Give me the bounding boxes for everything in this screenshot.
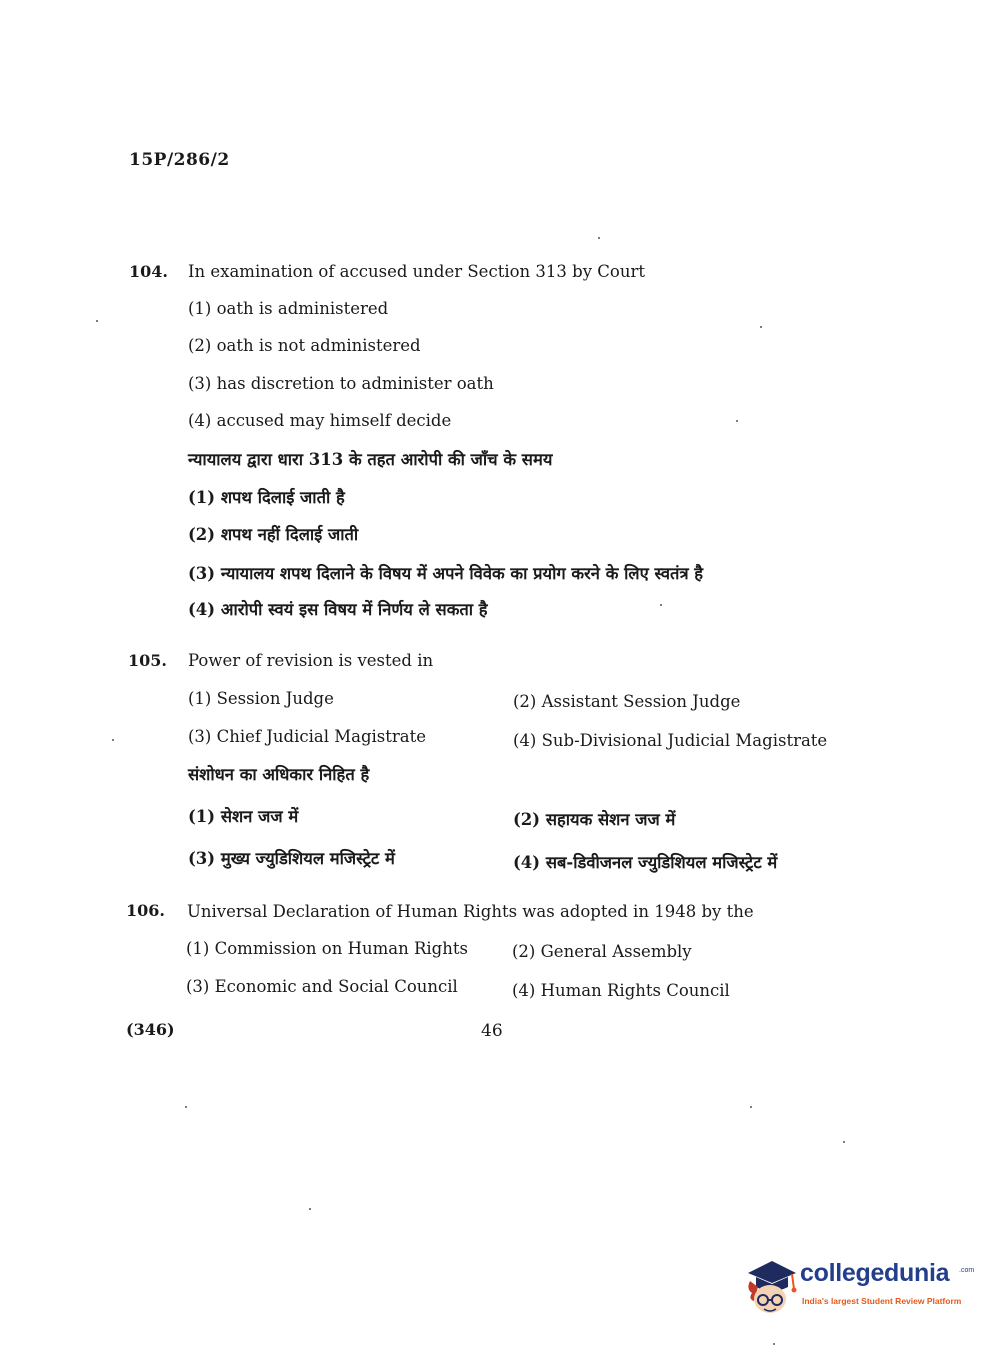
logo-suffix: .com (959, 1267, 975, 1274)
question-text-hindi: न्यायालय द्वारा धारा 313 के तहत आरोपी की जाँच के समय (188, 450, 553, 469)
logo-name: collegedunia (800, 1259, 950, 1287)
footer-code: (346) (126, 1020, 175, 1039)
option-hindi: (3) मुख्य ज्युडिशियल मजिस्ट्रेट में (188, 849, 395, 868)
option-hindi: (4) आरोपी स्वयं इस विषय में निर्णय ले सकता है (188, 600, 488, 619)
option-hindi: (1) शपथ दिलाई जाती है (188, 488, 345, 507)
option-hindi: (4) सब-डिवीजनल ज्युडिशियल मजिस्ट्रेट में (513, 853, 778, 872)
question-number: 104. (129, 262, 168, 281)
option-hindi: (2) शपथ नहीं दिलाई जाती (188, 525, 359, 544)
option: (4) accused may himself decide (188, 411, 452, 430)
option-hindi: (2) सहायक सेशन जज में (513, 810, 676, 829)
option: (1) Commission on Human Rights (186, 939, 468, 958)
option: (4) Sub-Divisional Judicial Magistrate (513, 731, 828, 750)
question-text-hindi: संशोधन का अधिकार निहित है (188, 765, 370, 784)
question-text: Power of revision is vested in (188, 651, 434, 670)
option: (2) oath is not administered (188, 336, 421, 355)
option: (2) Assistant Session Judge (513, 692, 741, 711)
paper-code: 15P/286/2 (129, 150, 230, 170)
mascot-icon (742, 1253, 798, 1317)
collegedunia-logo[interactable] (742, 1253, 975, 1323)
option: (2) General Assembly (512, 942, 692, 961)
option: (1) oath is administered (188, 299, 389, 318)
question-number: 106. (126, 901, 165, 920)
question-text: In examination of accused under Section 313 by Court (188, 262, 645, 281)
option: (3) has discretion to administer oath (188, 374, 494, 393)
page-number: 46 (481, 1021, 503, 1041)
option: (4) Human Rights Council (512, 981, 730, 1000)
question-number: 105. (128, 651, 167, 670)
question-text: Universal Declaration of Human Rights was adopted in 1948 by the (187, 902, 754, 921)
option-hindi: (1) सेशन जज में (188, 807, 299, 826)
option: (3) Economic and Social Council (186, 977, 458, 996)
logo-tagline: India's largest Student Review Platform (802, 1296, 962, 1306)
option: (3) Chief Judicial Magistrate (188, 727, 427, 746)
option-hindi: (3) न्यायालय शपथ दिलाने के विषय में अपने विवेक का प्रयोग करने के लिए स्वतंत्र है (188, 564, 704, 583)
option: (1) Session Judge (188, 689, 334, 708)
